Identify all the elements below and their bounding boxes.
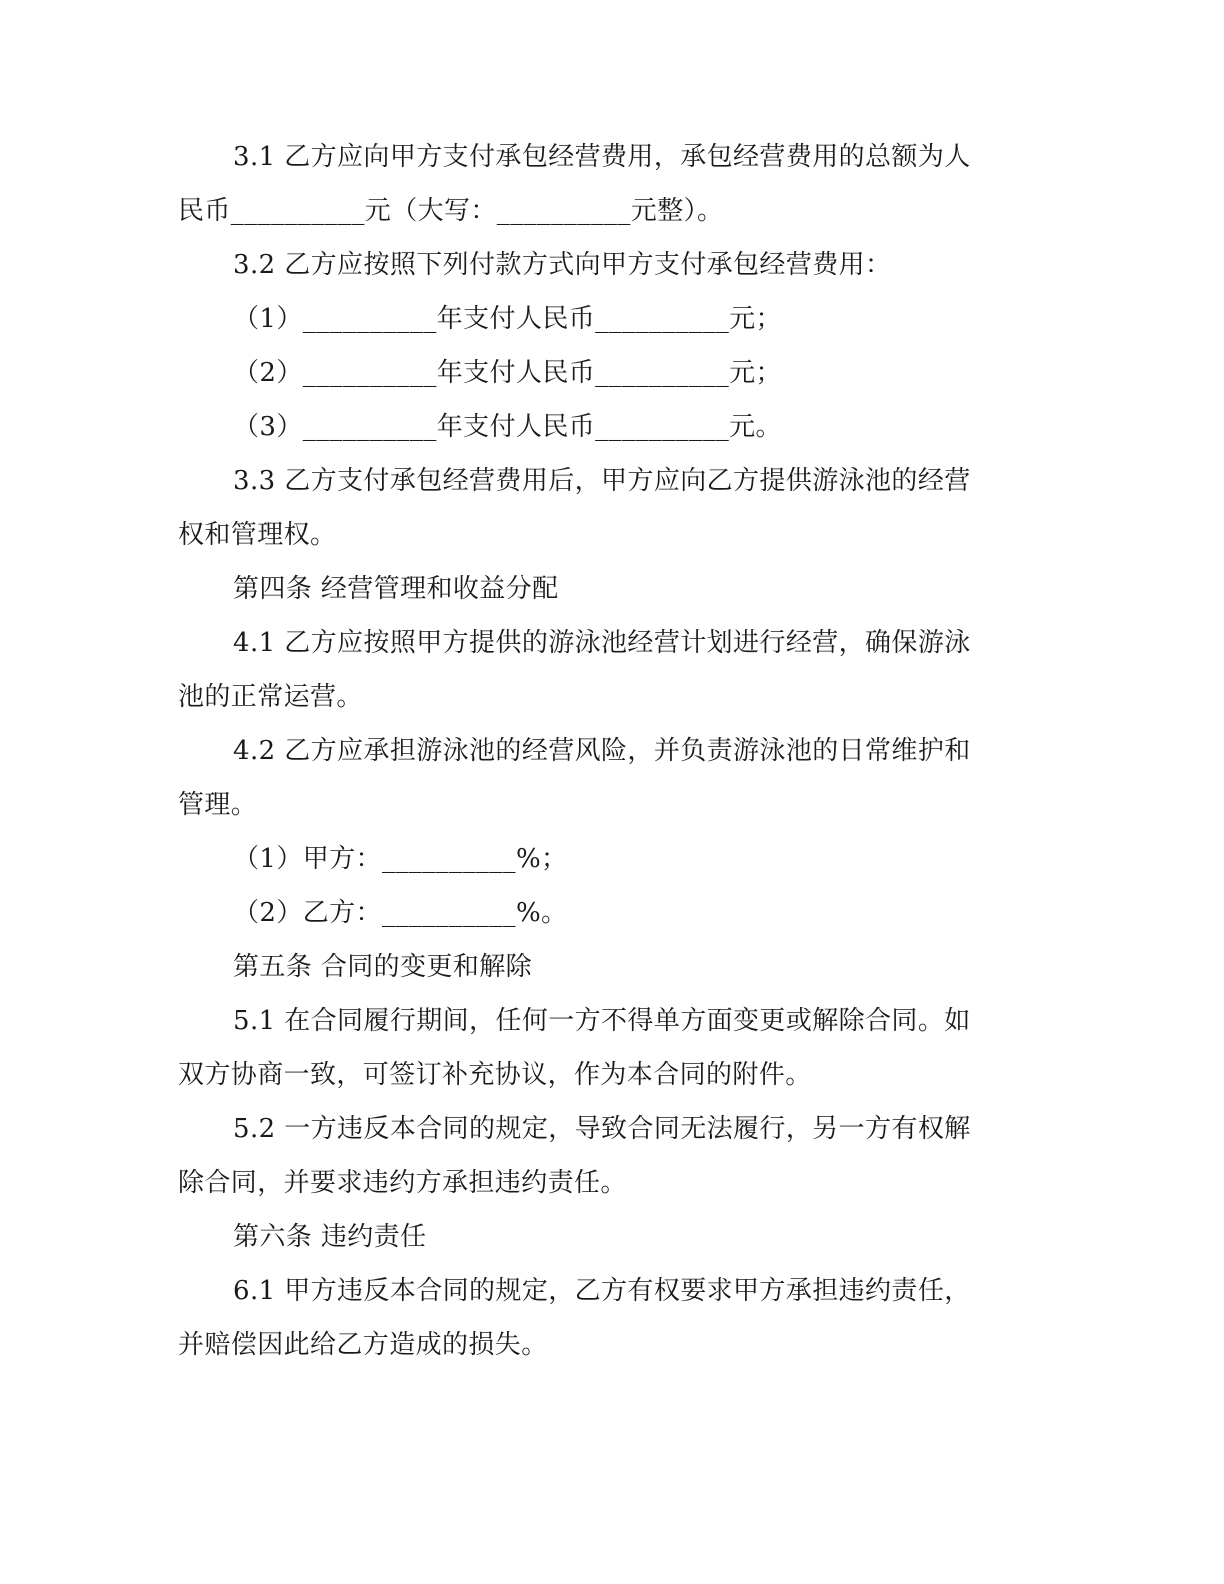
clause-4-1-line-1: 4.1 乙方应按照甲方提供的游泳池经营计划进行经营，确保游泳 — [233, 628, 971, 658]
clause-5-1-line-1: 5.1 在合同履行期间，任何一方不得单方面变更或解除合同。如 — [233, 1006, 971, 1036]
share-item-1: （1）甲方：__________%； — [233, 844, 568, 874]
clause-3-3-line-2: 权和管理权。 — [178, 520, 337, 550]
clause-5-2-line-2: 除合同，并要求违约方承担违约责任。 — [178, 1168, 627, 1198]
clause-5-2-line-1: 5.2 一方违反本合同的规定，导致合同无法履行，另一方有权解 — [233, 1114, 971, 1144]
payment-item-1: （1）__________年支付人民币__________元； — [233, 304, 782, 334]
clause-3-2: 3.2 乙方应按照下列付款方式向甲方支付承包经营费用： — [233, 250, 892, 280]
payment-item-3: （3）__________年支付人民币__________元。 — [233, 412, 782, 442]
clause-3-3-line-1: 3.3 乙方支付承包经营费用后，甲方应向乙方提供游泳池的经营 — [233, 466, 971, 496]
clause-4-2-line-1: 4.2 乙方应承担游泳池的经营风险，并负责游泳池的日常维护和 — [233, 736, 971, 766]
clause-5-1-line-2: 双方协商一致，可签订补充协议，作为本合同的附件。 — [178, 1060, 812, 1090]
article-4-heading: 第四条 经营管理和收益分配 — [233, 574, 559, 604]
clause-6-1-line-1: 6.1 甲方违反本合同的规定，乙方有权要求甲方承担违约责任， — [233, 1276, 971, 1306]
clause-4-1-line-2: 池的正常运营。 — [178, 682, 363, 712]
clause-3-1-line-1: 3.1 乙方应向甲方支付承包经营费用，承包经营费用的总额为人 — [233, 142, 971, 172]
article-5-heading: 第五条 合同的变更和解除 — [233, 952, 533, 982]
clause-3-1-line-2: 民币__________元（大写：__________元整）。 — [178, 196, 724, 226]
clause-6-1-line-2: 并赔偿因此给乙方造成的损失。 — [178, 1330, 548, 1360]
share-item-2: （2）乙方：__________%。 — [233, 898, 568, 928]
payment-item-2: （2）__________年支付人民币__________元； — [233, 358, 782, 388]
article-6-heading: 第六条 违约责任 — [233, 1222, 427, 1252]
clause-4-2-line-2: 管理。 — [178, 790, 258, 820]
